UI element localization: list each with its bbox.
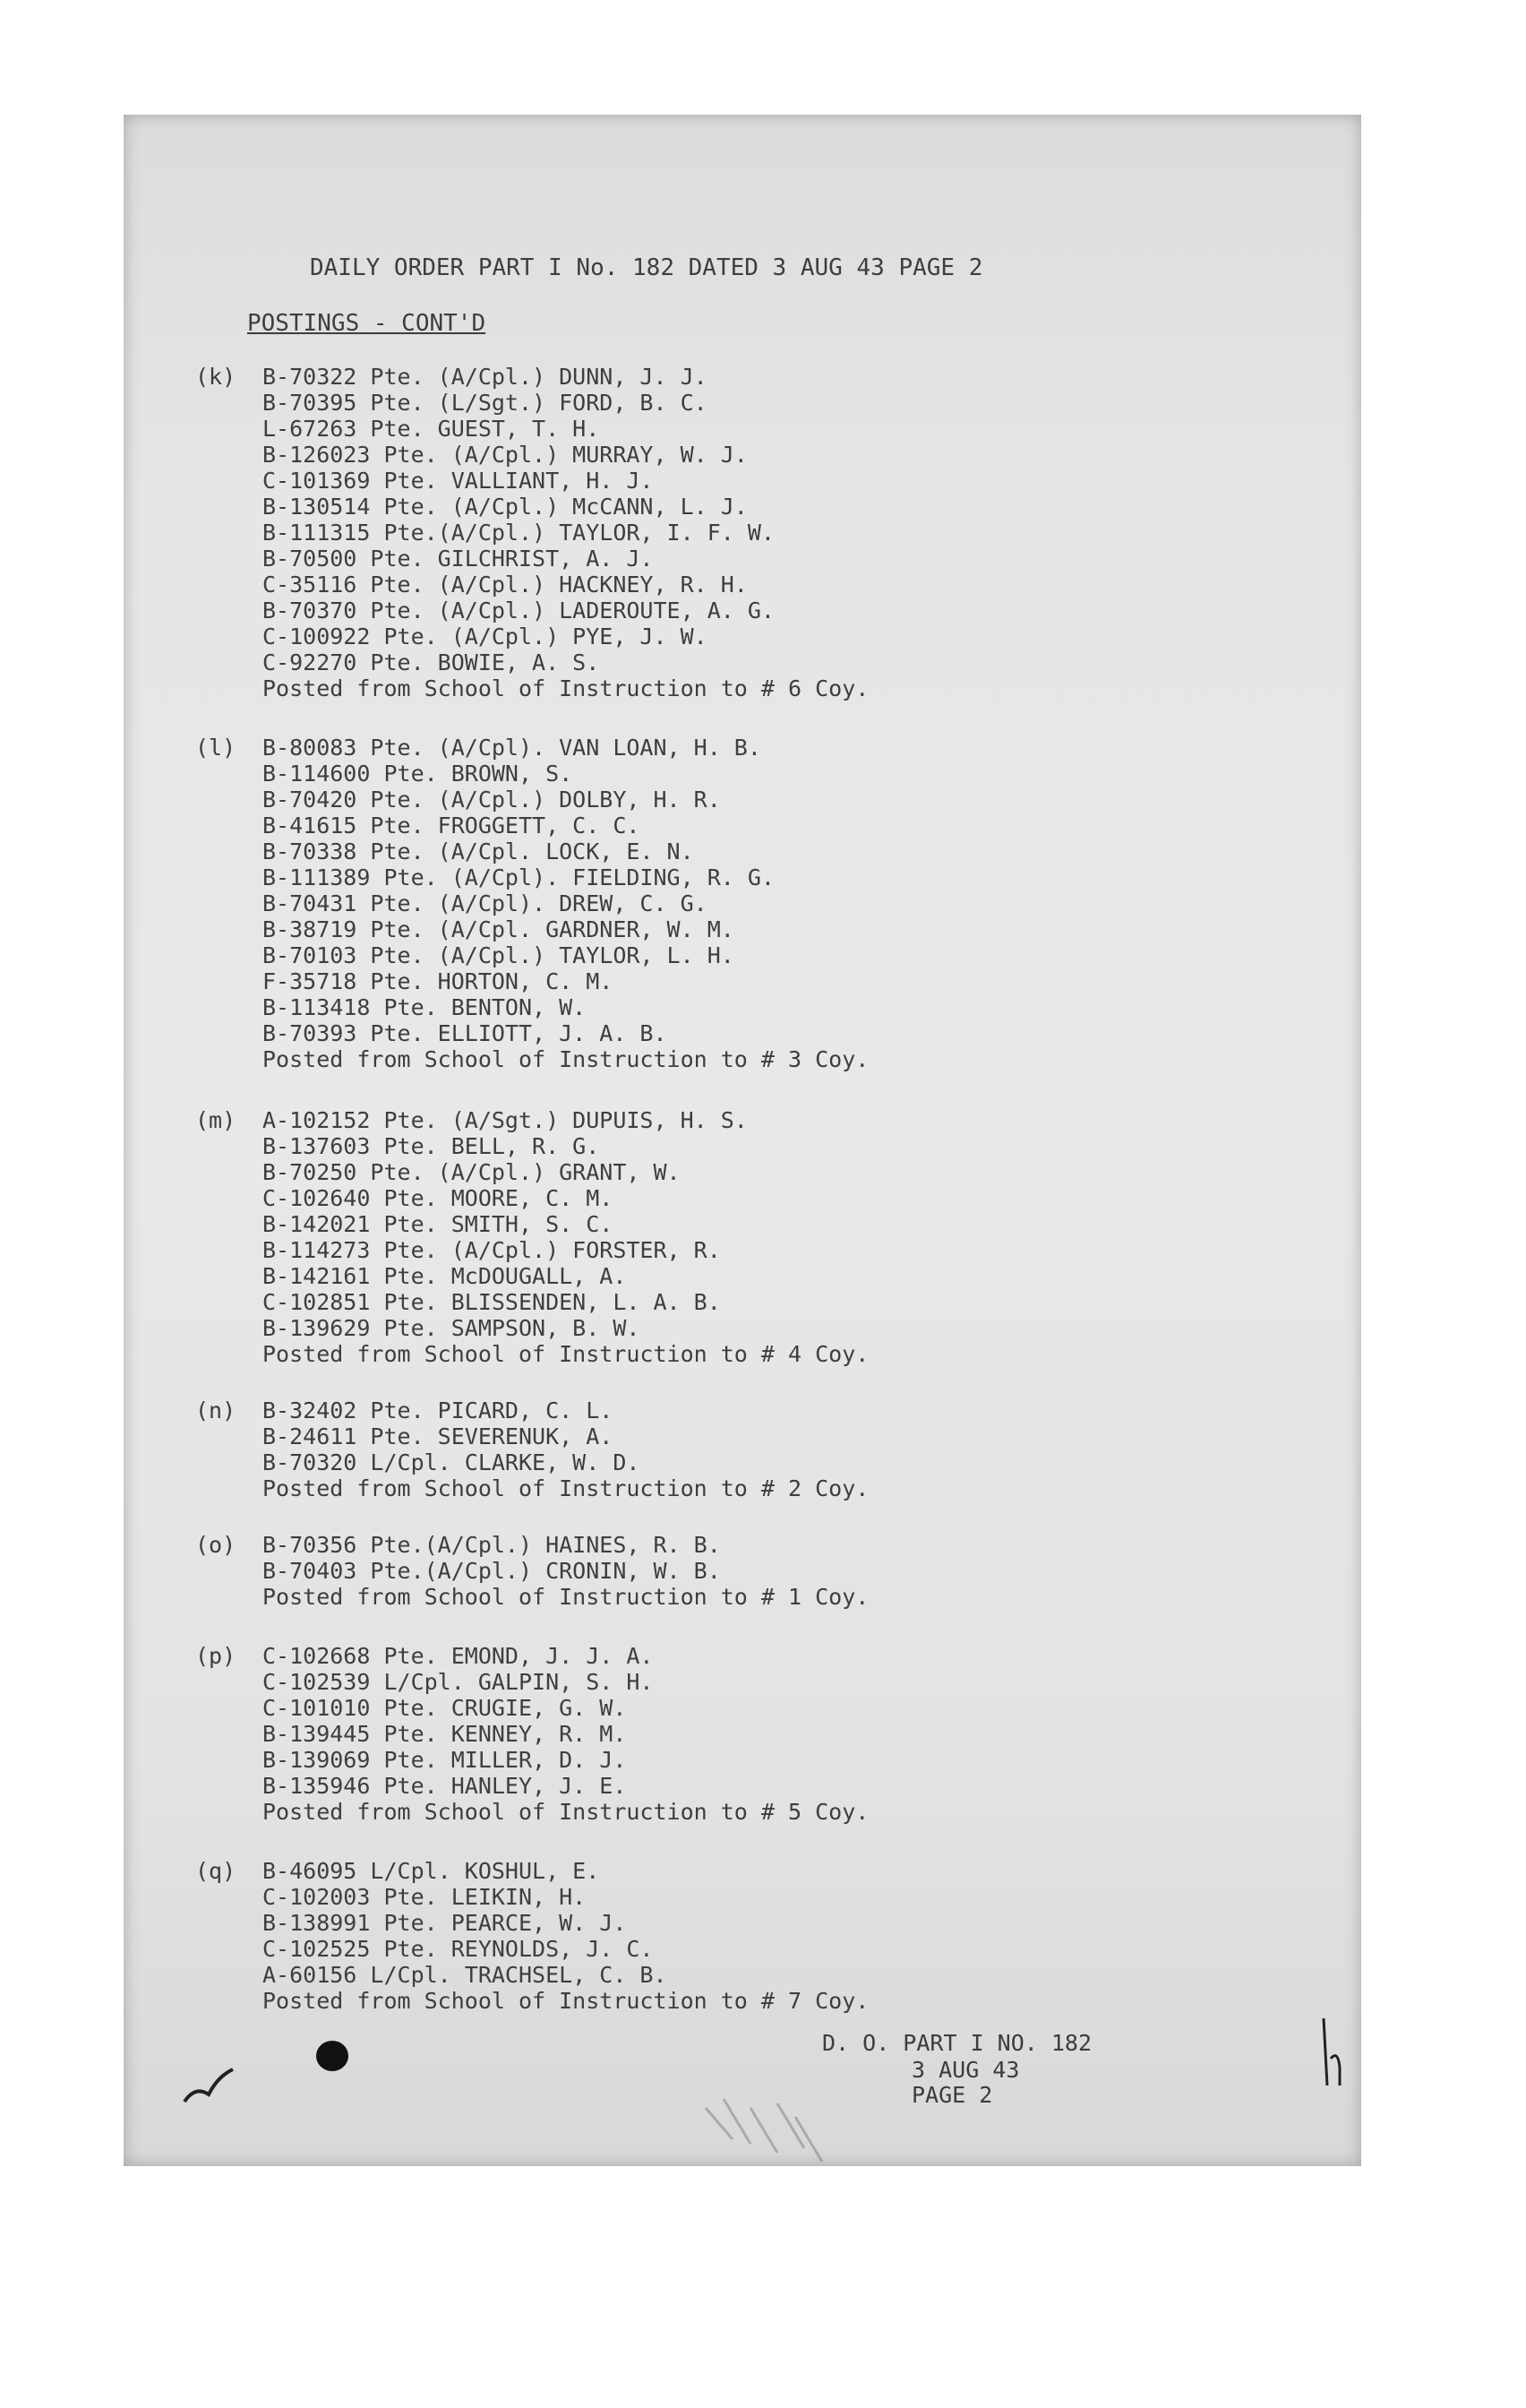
list-item: C-102003 Pte. LEIKIN, H. bbox=[262, 1884, 587, 1910]
list-item: C-101010 Pte. CRUGIE, G. W. bbox=[262, 1695, 627, 1721]
list-item: B-80083 Pte. (A/Cpl). VAN LOAN, H. B. bbox=[262, 735, 761, 761]
list-item: B-46095 L/Cpl. KOSHUL, E. bbox=[262, 1858, 600, 1884]
list-item: B-70403 Pte.(A/Cpl.) CRONIN, W. B. bbox=[262, 1558, 721, 1584]
list-item: B-70322 Pte. (A/Cpl.) DUNN, J. J. bbox=[262, 364, 707, 390]
posted-line: Posted from School of Instruction to # 1 Coy. bbox=[262, 1584, 870, 1610]
list-item: C-101369 Pte. VALLIANT, H. J. bbox=[262, 468, 654, 494]
list-item: B-70431 Pte. (A/Cpl). DREW, C. G. bbox=[262, 890, 707, 916]
list-item: B-70393 Pte. ELLIOTT, J. A. B. bbox=[262, 1020, 667, 1046]
posted-line: Posted from School of Instruction to # 3 Coy. bbox=[262, 1046, 870, 1072]
list-item: B-114273 Pte. (A/Cpl.) FORSTER, R. bbox=[262, 1237, 721, 1263]
list-item: B-70420 Pte. (A/Cpl.) DOLBY, H. R. bbox=[262, 787, 721, 813]
group-label: (q) bbox=[195, 1858, 236, 1884]
list-item: C-100922 Pte. (A/Cpl.) PYE, J. W. bbox=[262, 624, 707, 649]
stamp-smudge bbox=[697, 2090, 840, 2171]
group-label: (k) bbox=[195, 364, 236, 390]
group-label: (p) bbox=[195, 1643, 236, 1669]
document-page bbox=[124, 115, 1361, 2166]
list-item: B-70370 Pte. (A/Cpl.) LADEROUTE, A. G. bbox=[262, 598, 775, 624]
list-item: L-67263 Pte. GUEST, T. H. bbox=[262, 416, 600, 442]
list-item: B-142161 Pte. McDOUGALL, A. bbox=[262, 1263, 627, 1289]
list-item: B-114600 Pte. BROWN, S. bbox=[262, 761, 573, 787]
list-item: C-102851 Pte. BLISSENDEN, L. A. B. bbox=[262, 1289, 721, 1315]
ink-blot bbox=[316, 2041, 348, 2071]
list-item: C-102668 Pte. EMOND, J. J. A. bbox=[262, 1643, 654, 1669]
list-item: C-92270 Pte. BOWIE, A. S. bbox=[262, 649, 600, 675]
list-item: C-102539 L/Cpl. GALPIN, S. H. bbox=[262, 1669, 654, 1695]
list-item: B-70338 Pte. (A/Cpl. LOCK, E. N. bbox=[262, 838, 694, 864]
list-item: B-139629 Pte. SAMPSON, B. W. bbox=[262, 1315, 640, 1341]
list-item: B-139445 Pte. KENNEY, R. M. bbox=[262, 1721, 627, 1747]
list-item: B-70356 Pte.(A/Cpl.) HAINES, R. B. bbox=[262, 1532, 721, 1558]
footer-date: 3 AUG 43 bbox=[912, 2057, 1020, 2083]
list-item: B-113418 Pte. BENTON, W. bbox=[262, 994, 587, 1020]
list-item: B-139069 Pte. MILLER, D. J. bbox=[262, 1747, 627, 1773]
section-title: POSTINGS - CONT'D bbox=[247, 310, 486, 337]
list-item: B-126023 Pte. (A/Cpl.) MURRAY, W. J. bbox=[262, 442, 748, 468]
list-item: B-142021 Pte. SMITH, S. C. bbox=[262, 1211, 613, 1237]
posted-line: Posted from School of Instruction to # 2 Coy. bbox=[262, 1475, 870, 1501]
list-item: B-70103 Pte. (A/Cpl.) TAYLOR, L. H. bbox=[262, 942, 734, 968]
group-label: (m) bbox=[195, 1107, 236, 1133]
list-item: B-111315 Pte.(A/Cpl.) TAYLOR, I. F. W. bbox=[262, 520, 775, 546]
list-item: B-70500 Pte. GILCHRIST, A. J. bbox=[262, 546, 654, 572]
pen-mark bbox=[177, 2059, 240, 2112]
list-item: B-32402 Pte. PICARD, C. L. bbox=[262, 1398, 613, 1423]
list-item: C-102640 Pte. MOORE, C. M. bbox=[262, 1185, 613, 1211]
group-label: (n) bbox=[195, 1398, 236, 1423]
list-item: C-102525 Pte. REYNOLDS, J. C. bbox=[262, 1936, 654, 1962]
list-item: B-138991 Pte. PEARCE, W. J. bbox=[262, 1910, 627, 1936]
list-item: B-41615 Pte. FROGGETT, C. C. bbox=[262, 813, 640, 838]
list-item: B-135946 Pte. HANLEY, J. E. bbox=[262, 1773, 627, 1799]
posted-line: Posted from School of Instruction to # 5 Coy. bbox=[262, 1799, 870, 1825]
list-item: B-130514 Pte. (A/Cpl.) McCANN, L. J. bbox=[262, 494, 748, 520]
list-item: B-70320 L/Cpl. CLARKE, W. D. bbox=[262, 1449, 640, 1475]
list-item: F-35718 Pte. HORTON, C. M. bbox=[262, 968, 613, 994]
group-label: (o) bbox=[195, 1532, 236, 1558]
footer-order-ref: D. O. PART I NO. 182 bbox=[822, 2030, 1093, 2056]
list-item: A-102152 Pte. (A/Sgt.) DUPUIS, H. S. bbox=[262, 1107, 748, 1133]
document-header: DAILY ORDER PART I No. 182 DATED 3 AUG 43 PAGE 2 bbox=[310, 254, 983, 281]
list-item: B-111389 Pte. (A/Cpl). FIELDING, R. G. bbox=[262, 864, 775, 890]
list-item: A-60156 L/Cpl. TRACHSEL, C. B. bbox=[262, 1962, 667, 1988]
posted-line: Posted from School of Instruction to # 7 Coy. bbox=[262, 1988, 870, 2014]
list-item: B-38719 Pte. (A/Cpl. GARDNER, W. M. bbox=[262, 916, 734, 942]
list-item: B-70250 Pte. (A/Cpl.) GRANT, W. bbox=[262, 1159, 681, 1185]
posted-line: Posted from School of Instruction to # 6 Coy. bbox=[262, 675, 870, 701]
list-item: B-24611 Pte. SEVERENUK, A. bbox=[262, 1423, 613, 1449]
group-label: (l) bbox=[195, 735, 236, 761]
footer-page: PAGE 2 bbox=[912, 2082, 993, 2108]
list-item: C-35116 Pte. (A/Cpl.) HACKNEY, R. H. bbox=[262, 572, 748, 598]
list-item: B-137603 Pte. BELL, R. G. bbox=[262, 1133, 600, 1159]
margin-mark bbox=[1315, 2014, 1350, 2094]
posted-line: Posted from School of Instruction to # 4 Coy. bbox=[262, 1341, 870, 1367]
list-item: B-70395 Pte. (L/Sgt.) FORD, B. C. bbox=[262, 390, 707, 416]
